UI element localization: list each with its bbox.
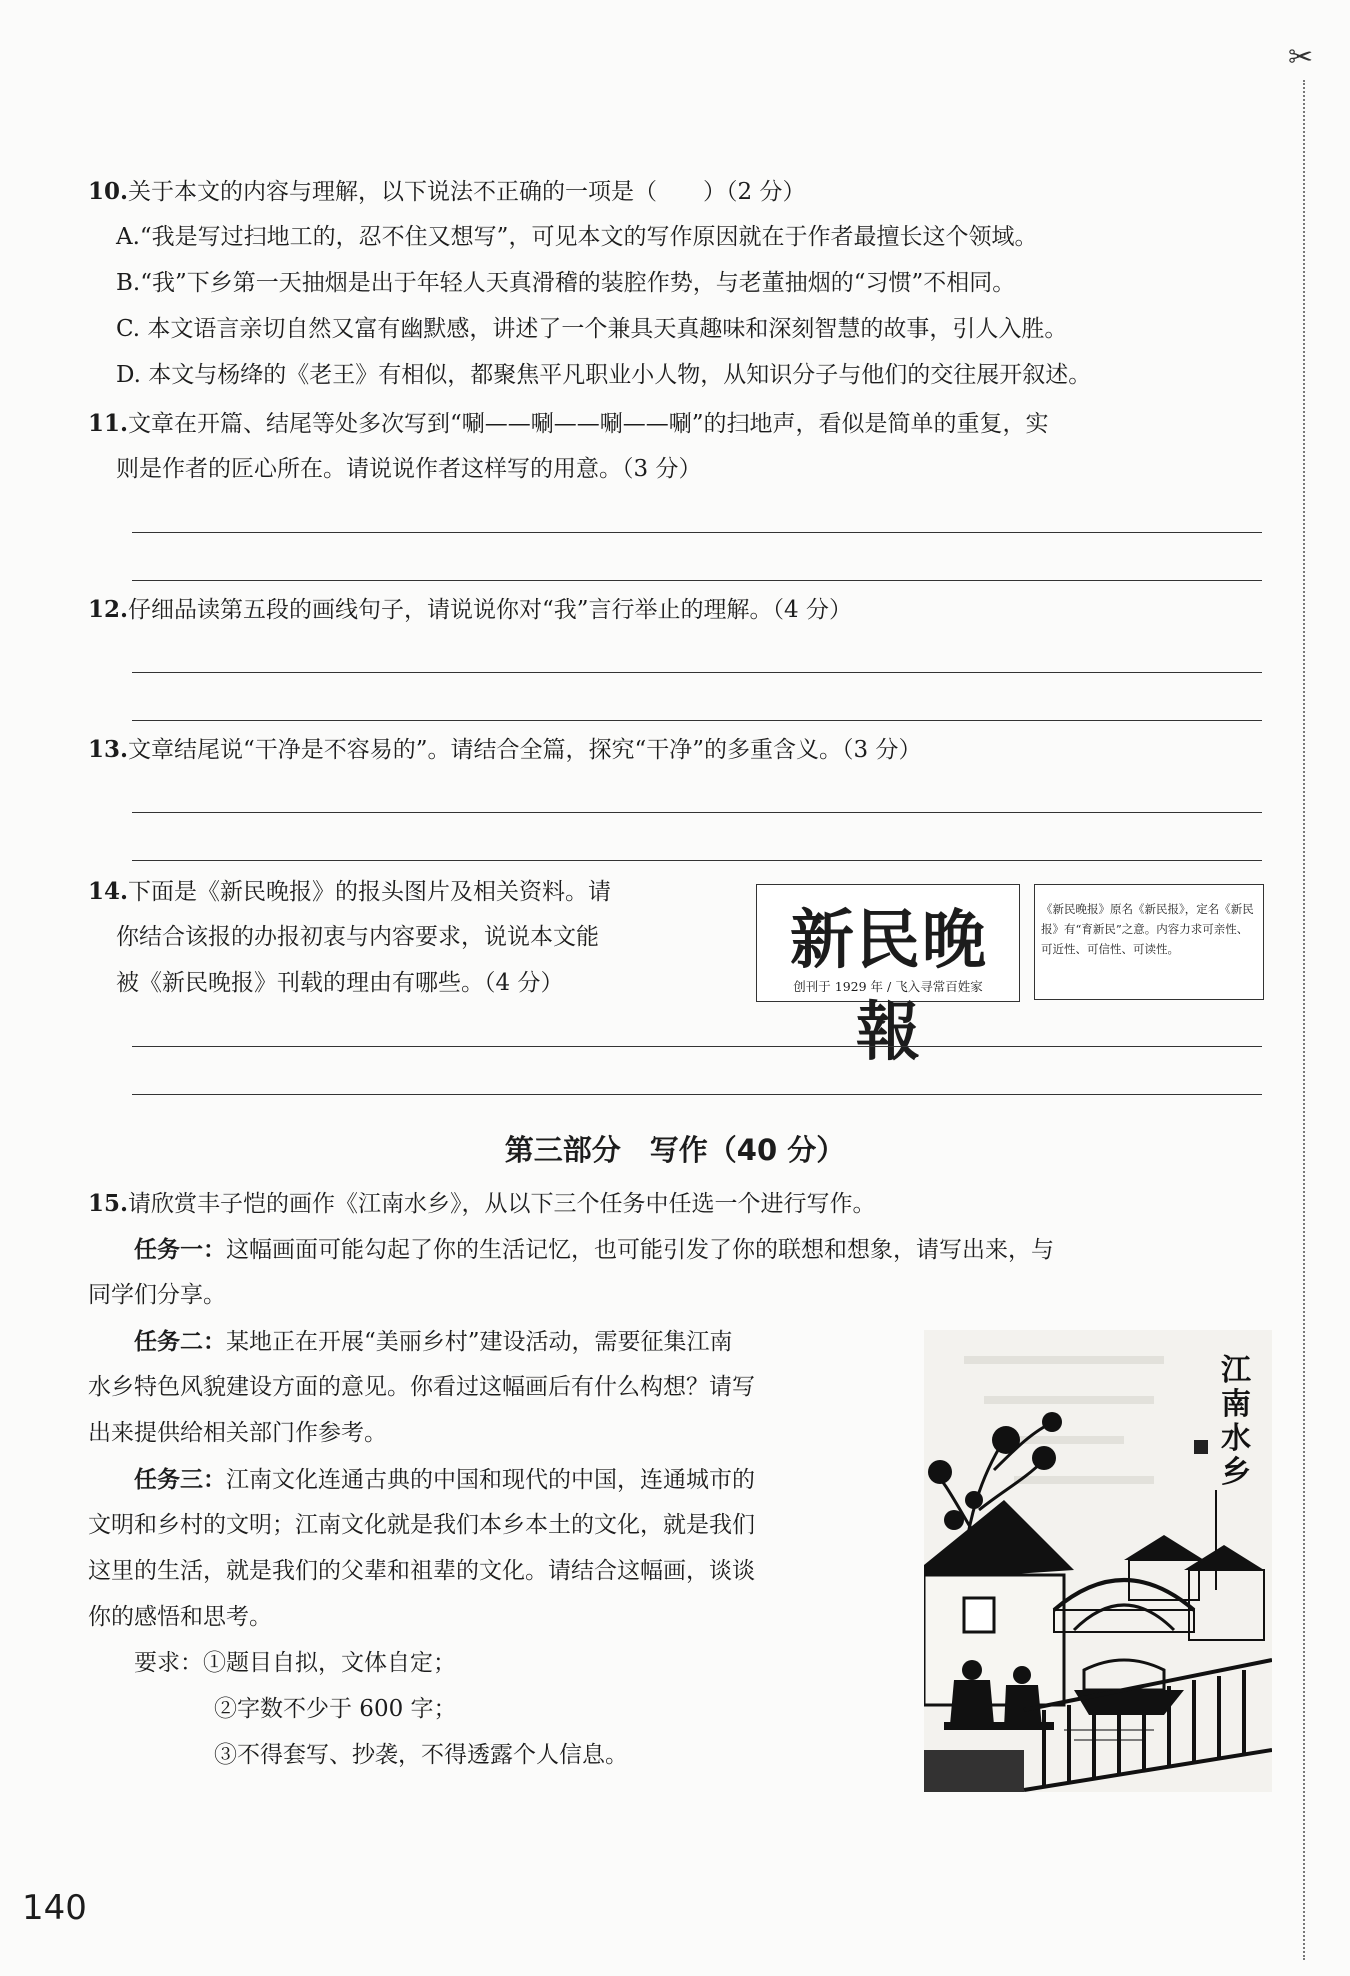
task-3-line2: 文明和乡村的文明；江南文化就是我们本乡本土的文化，就是我们 xyxy=(88,1512,755,1538)
question-number: 13. xyxy=(88,736,129,763)
question-11 xyxy=(88,412,1049,436)
question-number: 14. xyxy=(88,878,129,905)
answer-line[interactable] xyxy=(132,1094,1262,1095)
answer-line[interactable] xyxy=(132,580,1262,581)
answer-line[interactable] xyxy=(132,812,1262,813)
task-label: 任务二： xyxy=(134,1328,226,1355)
task-1-line2: 同学们分享。 xyxy=(88,1282,226,1308)
question-10 xyxy=(88,180,805,204)
question-number: 11. xyxy=(88,410,129,437)
question-12 xyxy=(88,598,852,622)
task-3 xyxy=(134,1468,755,1492)
masthead-title: 新民晚報 xyxy=(790,903,988,1070)
task-1 xyxy=(134,1238,1054,1262)
page-number: 140 xyxy=(22,1888,87,1928)
task-2-line2: 水乡特色风貌建设方面的意见。你看过这幅画后有什么构想？请写 xyxy=(88,1374,755,1400)
question-number: 15. xyxy=(88,1190,129,1217)
option-c: C. 本文语言亲切自然又富有幽默感，讲述了一个兼具天真趣味和深刻智慧的故事，引人入胜。 xyxy=(116,316,1068,342)
question-13 xyxy=(88,738,922,762)
answer-line[interactable] xyxy=(132,860,1262,861)
task-label: 任务三： xyxy=(134,1466,226,1493)
svg-text:乡: 乡 xyxy=(1221,1455,1251,1490)
question-stem: 请欣赏丰子恺的画作《江南水乡》，从以下三个任务中任选一个进行写作。 xyxy=(128,1191,876,1217)
question-14-line2: 你结合该报的办报初衷与内容要求，说说本文能 xyxy=(116,924,599,950)
task-text: 某地正在开展“美丽乡村”建设活动，需要征集江南 xyxy=(226,1329,733,1355)
newspaper-info-box: 《新民晚报》原名《新民报》，定名《新民报》有“育新民”之意。内容力求可亲性、可近性、可信性、可读性。 xyxy=(1034,884,1264,1000)
scissors-icon: ✂ xyxy=(1288,40,1314,75)
section-title: 第三部分 写作（40 分） xyxy=(504,1133,846,1167)
newspaper-masthead xyxy=(756,884,1020,1070)
task-2-line3: 出来提供给相关部门作参考。 xyxy=(88,1420,387,1446)
requirement-3: ③不得套写、抄袭，不得透露个人信息。 xyxy=(214,1742,628,1768)
task-text: 江南文化连通古典的中国和现代的中国，连通城市的 xyxy=(226,1467,755,1493)
question-14 xyxy=(88,880,611,904)
cut-line xyxy=(1303,80,1305,1960)
question-number: 12. xyxy=(88,596,129,623)
svg-text:南: 南 xyxy=(1221,1387,1251,1422)
task-2 xyxy=(134,1330,733,1354)
question-15 xyxy=(88,1192,876,1216)
question-stem: 文章在开篇、结尾等处多次写到“唰——唰——唰——唰”的扫地声，看似是简单的重复，实 xyxy=(128,411,1049,437)
option-d: D. 本文与杨绛的《老王》有相似，都聚焦平凡职业小人物，从知识分子与他们的交往展开叙述。 xyxy=(116,362,1092,388)
requirement-label: 要求： xyxy=(134,1650,203,1676)
question-11-line2: 则是作者的匠心所在。请说说作者这样写的用意。（3 分） xyxy=(116,456,702,482)
requirement-1 xyxy=(134,1652,456,1675)
svg-text:江: 江 xyxy=(1221,1353,1251,1388)
task-3-line3: 这里的生活，就是我们的父辈和祖辈的文化。请结合这幅画，谈谈 xyxy=(88,1558,755,1584)
question-14-line3: 被《新民晚报》刊载的理由有哪些。（4 分） xyxy=(116,970,564,996)
answer-line[interactable] xyxy=(132,532,1262,533)
option-b: B.“我”下乡第一天抽烟是出于年轻人天真滑稽的装腔作势，与老董抽烟的“习惯”不相同。 xyxy=(116,270,1016,296)
task-label: 任务一： xyxy=(134,1236,226,1263)
requirement-text: ①题目自拟，文体自定； xyxy=(203,1650,456,1676)
task-3-line4: 你的感悟和思考。 xyxy=(88,1604,272,1630)
question-number: 10. xyxy=(88,178,129,205)
masthead-subtitle: 创刊于 1929 年 / 飞入寻常百姓家 xyxy=(793,979,983,994)
answer-line[interactable] xyxy=(132,672,1262,673)
requirement-2: ②字数不少于 600 字； xyxy=(214,1696,457,1722)
question-stem: 文章结尾说“干净是不容易的”。请结合全篇，探究“干净”的多重含义。（3 分） xyxy=(128,737,922,763)
question-stem: 关于本文的内容与理解，以下说法不正确的一项是（ ）（2 分） xyxy=(128,179,806,205)
answer-line[interactable] xyxy=(132,1046,1262,1047)
question-stem: 下面是《新民晚报》的报头图片及相关资料。请 xyxy=(128,879,612,905)
task-text: 这幅画面可能勾起了你的生活记忆，也可能引发了你的联想和想象，请写出来，与 xyxy=(226,1237,1054,1263)
svg-text:水: 水 xyxy=(1221,1421,1251,1456)
question-stem: 仔细品读第五段的画线句子，请说说你对“我”言行举止的理解。（4 分） xyxy=(128,597,852,623)
option-a: A.“我是写过扫地工的，忍不住又想写”，可见本文的写作原因就在于作者最擅长这个领域。 xyxy=(116,224,1038,250)
jiangnan-painting xyxy=(924,1330,1272,1792)
answer-line[interactable] xyxy=(132,720,1262,721)
